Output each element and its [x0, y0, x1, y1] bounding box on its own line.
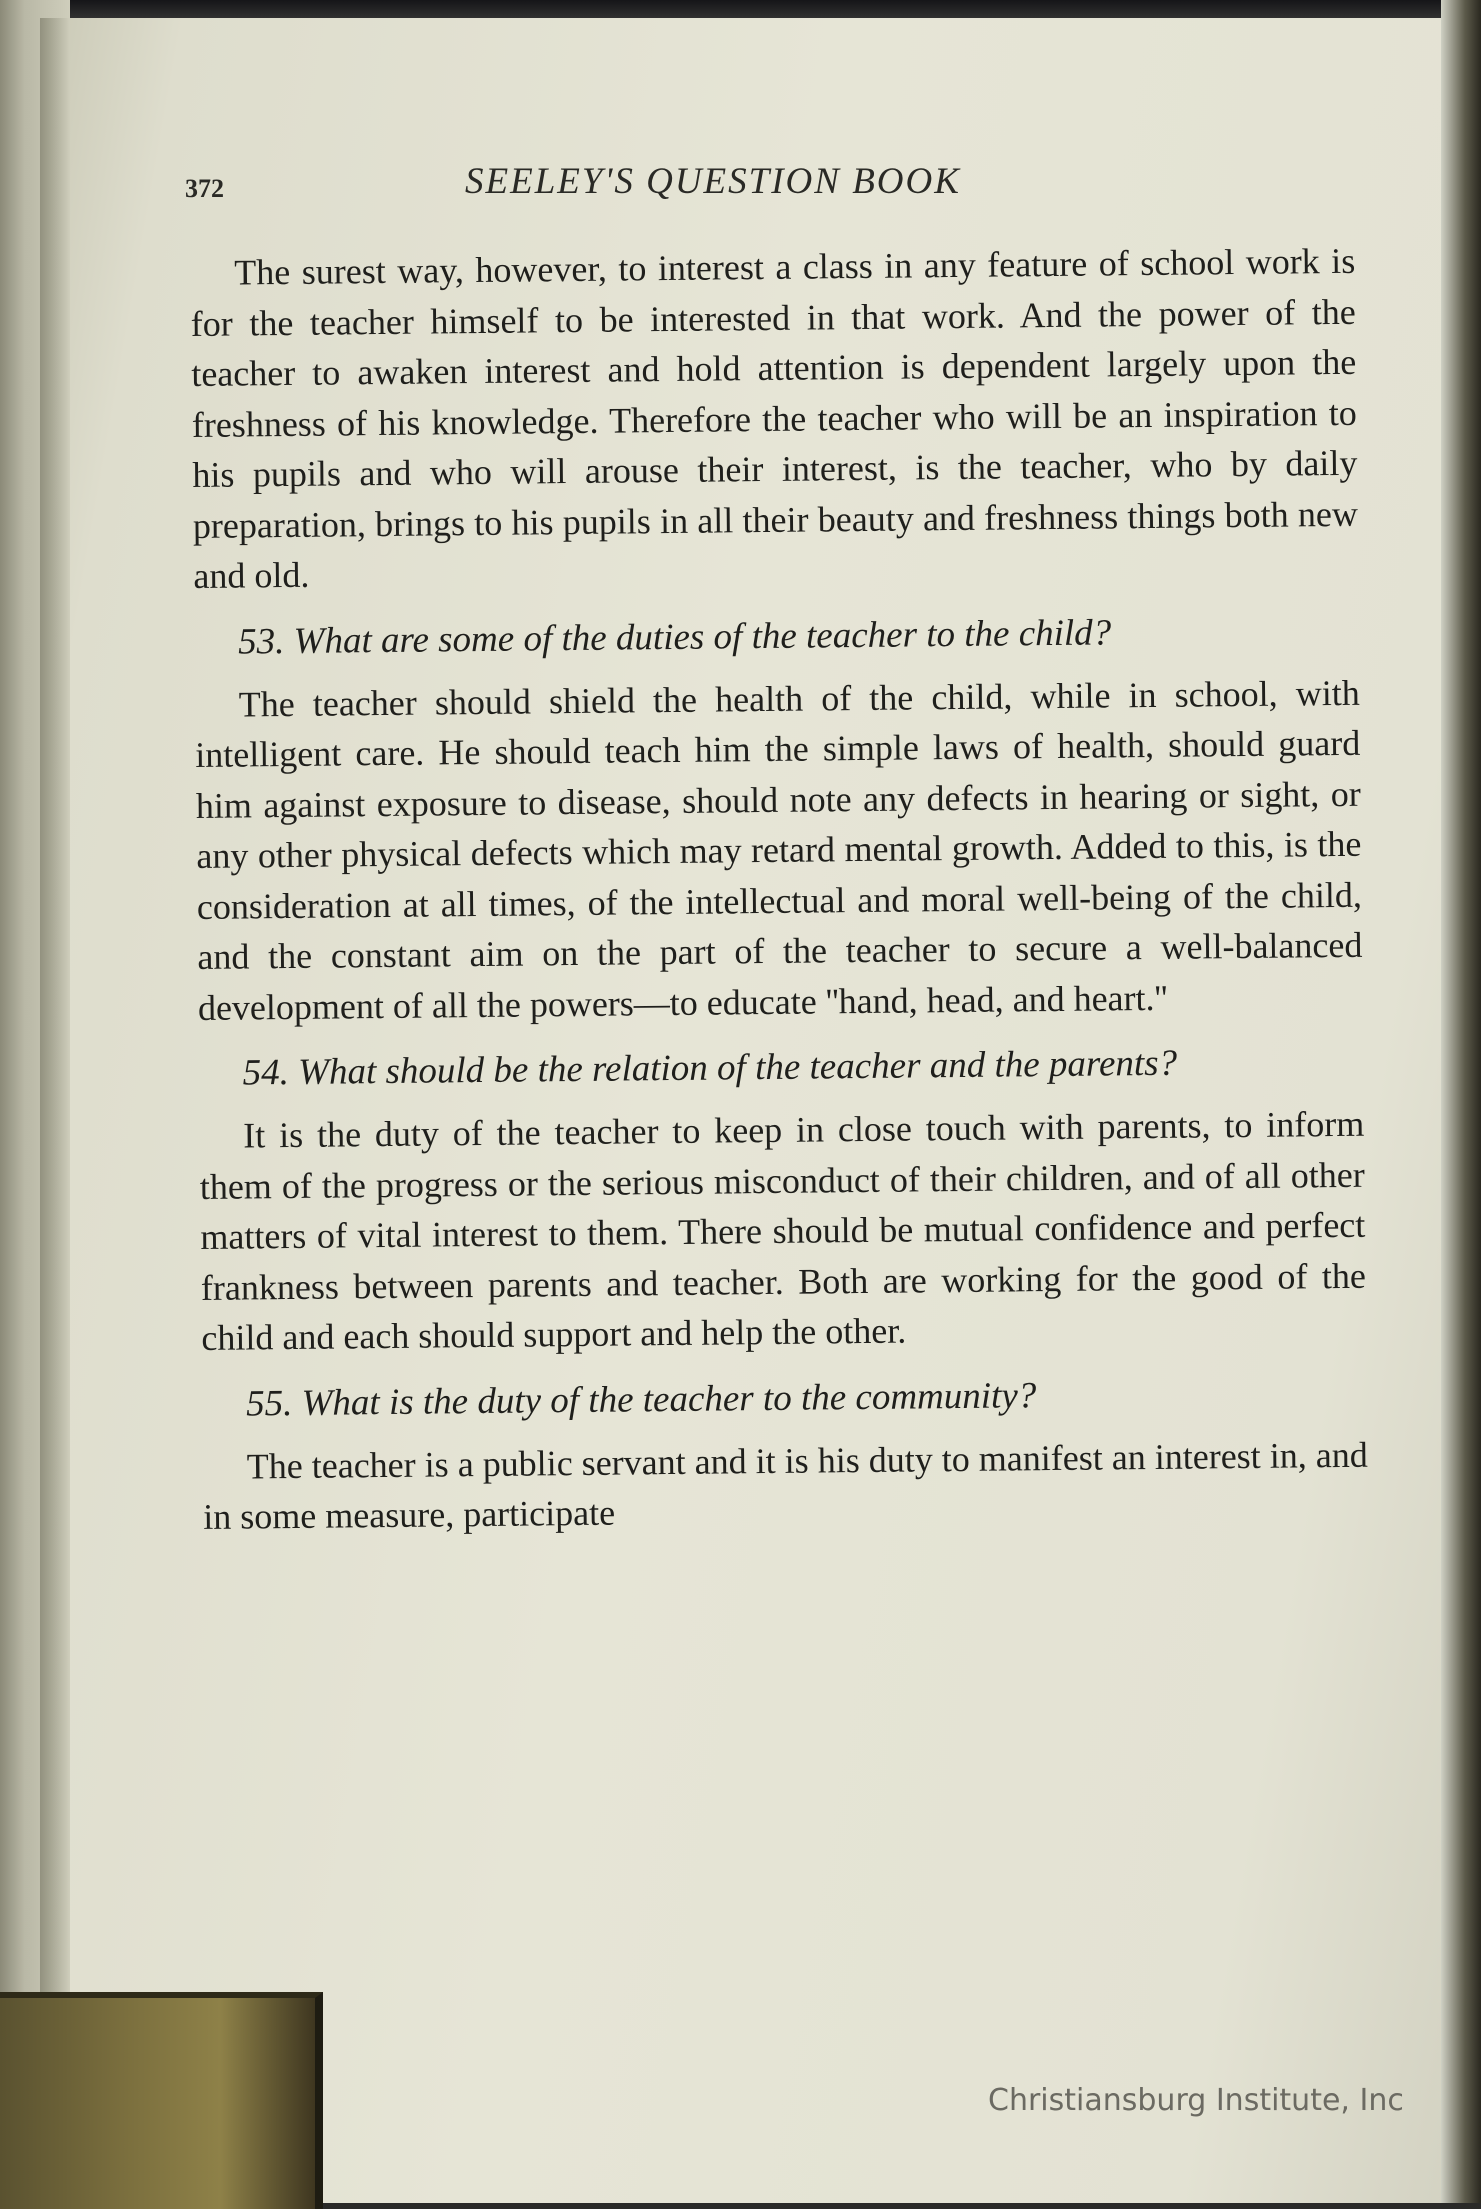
question-53: [194, 607, 1359, 665]
paragraph-intro: The surest way, however, to interest a class in any feature of school work is for the teacher himself to be interested in that work. And the power of the teacher to awaken interest and hold attention is dependent largely upon the freshness of his knowledge. Therefore the teacher who will be an inspiration to his pupils and who will arouse their interest, is the teacher, who by daily preparation, brings to his pupils in all their beauty and freshness things both new and old.: [190, 240, 1359, 596]
gutter-shadow: [40, 18, 70, 2203]
adjacent-book-cover: [0, 1992, 323, 2209]
question-53-text: What are some of the duties of the teacher to the child?: [293, 611, 1112, 662]
running-head: SEELEY'S QUESTION BOOK: [465, 161, 961, 202]
question-54-text: What should be the relation of the teacher and the parents?: [297, 1042, 1178, 1093]
question-54: [198, 1039, 1363, 1097]
answer-53: The teacher should shield the health of the child, while in school, with intelligent care. He should teach him the simple laws of health, should guard him against exposure to disease, should note any defects in hearing or sight, or any other physical defects which may retard mental growth. Added to this, is the consideration at all times, of the intellectual and moral well-being of the child, and the constant aim on the part of the teacher to secure a well-balanced development of all the powers—to educate ''hand, head, and heart.'': [195, 672, 1363, 1028]
answer-54: It is the duty of the teacher to keep in close touch with parents, to inform them of the progress or the serious misconduct of their children, and of all other matters of vital interest to them. There should be mutual confidence and perfect frankness between parents and teacher. Both are working for the good of the child and each should support and help the other.: [199, 1103, 1367, 1358]
question-53-number: 53.: [237, 620, 285, 663]
answer-55: The teacher is a public servant and it is his duty to manifest an interest in, and in some measure, participate: [203, 1434, 1368, 1537]
page-body: [190, 236, 1368, 1543]
page-header: [185, 160, 1115, 210]
question-55-text: What is the duty of the teacher to the community?: [301, 1374, 1037, 1424]
watermark-credit: Christiansburg Institute, Inc: [988, 2083, 1404, 2118]
page-number: 372: [185, 174, 224, 203]
question-54-number: 54.: [242, 1052, 290, 1094]
page-right-edge: [1441, 0, 1481, 2203]
question-55-number: 55.: [245, 1382, 293, 1424]
question-55: [202, 1369, 1367, 1427]
